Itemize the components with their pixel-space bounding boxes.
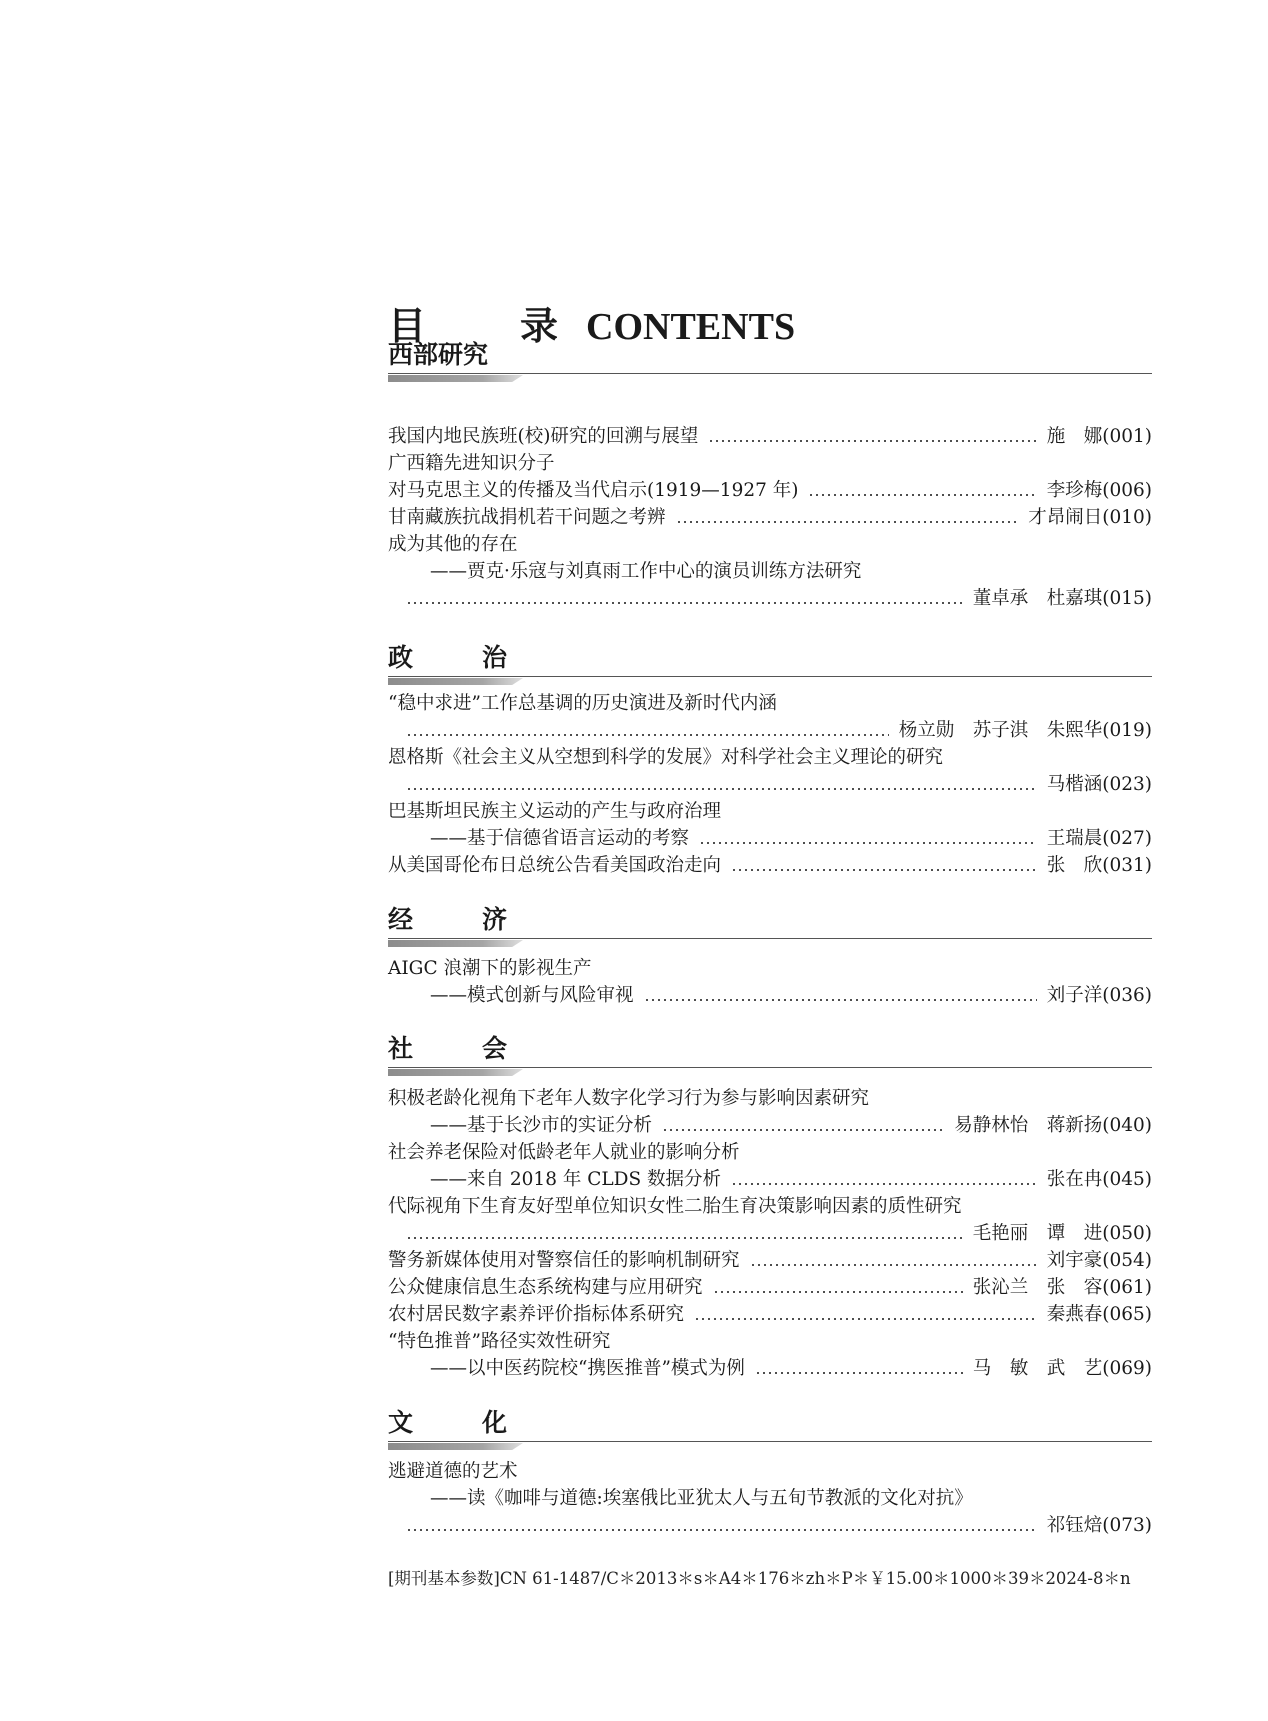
- toc-entry-title-line[interactable]: [388, 1085, 869, 1112]
- section-header-politics: [388, 643, 1152, 683]
- entry-subtitle: ——以中医药院校“携医推普”模式为例: [430, 1358, 745, 1379]
- toc-entry-title-line[interactable]: [388, 1139, 740, 1166]
- entry-title: 逃避道德的艺术: [388, 1461, 518, 1482]
- entry-author: 祁钰焙: [1046, 1515, 1103, 1536]
- journal-parameters: [期刊基本参数]CN 61-1487/C＊2013＊s＊A4＊176＊zh＊P＊￥15.00＊1000＊39＊2024-8＊n: [388, 1569, 1131, 1588]
- toc-entry-subtitle-line: [430, 1485, 1152, 1512]
- toc-entry-author-line[interactable]: [406, 1512, 1152, 1539]
- toc-entry[interactable]: [388, 1274, 1152, 1301]
- toc-entry-title-line[interactable]: [388, 955, 591, 982]
- entry-author: 张在冉: [1046, 1169, 1103, 1190]
- section-title: 社 会: [388, 1034, 530, 1063]
- section-header-culture: [388, 1408, 1152, 1448]
- entry-title: 巴基斯坦民族主义运动的产生与政府治理: [388, 801, 722, 822]
- entry-page: (045): [1102, 1169, 1152, 1190]
- toc-entry-title-line[interactable]: [388, 1193, 962, 1220]
- toc-heading-cn: 目 录: [388, 303, 587, 348]
- section-bar: [388, 1443, 523, 1450]
- toc-entry-author-line[interactable]: [406, 585, 1152, 612]
- entry-subtitle: ——贾克·乐寇与刘真雨工作中心的演员训练方法研究: [430, 561, 862, 582]
- entry-title: “特色推普”路径实效性研究: [388, 1331, 611, 1352]
- leader-dots: [406, 602, 963, 604]
- entry-page: (010): [1102, 507, 1152, 528]
- entry-page: (069): [1102, 1358, 1152, 1379]
- entry-title: 恩格斯《社会主义从空想到科学的发展》对科学社会主义理论的研究: [388, 747, 944, 768]
- toc-heading-en: CONTENTS: [586, 306, 796, 348]
- entry-title: 成为其他的存在: [388, 534, 518, 555]
- entry-page: (054): [1102, 1250, 1152, 1271]
- entry-page: (031): [1102, 855, 1152, 876]
- entry-page: (023): [1102, 774, 1152, 795]
- entry-subtitle: ——基于长沙市的实证分析: [430, 1115, 653, 1136]
- section-title: 经 济: [388, 905, 530, 934]
- leader-dots: [708, 440, 1036, 442]
- leader-dots: [662, 1129, 944, 1131]
- entry-subtitle: ——来自 2018 年 CLDS 数据分析: [430, 1169, 722, 1190]
- entry-title: 甘南藏族抗战捐机若干问题之考辨: [388, 507, 666, 528]
- entry-author: 施 娜: [1046, 426, 1103, 447]
- toc-entry-author-line[interactable]: [406, 771, 1152, 798]
- entry-author: 董卓承 杜嘉琪: [972, 588, 1103, 609]
- section-rule: [388, 676, 1152, 677]
- section-header-west: [388, 340, 1152, 380]
- entry-title: 公众健康信息生态系统构建与应用研究: [388, 1277, 703, 1298]
- entry-page: (050): [1102, 1223, 1152, 1244]
- entry-author: 刘宇豪: [1046, 1250, 1103, 1271]
- toc-entry[interactable]: [388, 1247, 1152, 1274]
- toc-entry-title-line[interactable]: [388, 1458, 518, 1485]
- entry-subtitle: ——读《咖啡与道德:埃塞俄比亚犹太人与五旬节教派的文化对抗》: [430, 1488, 973, 1509]
- entry-author: 马楷涵: [1046, 774, 1103, 795]
- leader-dots: [699, 842, 1037, 844]
- entry-title: 我国内地民族班(校)研究的回溯与展望: [388, 426, 699, 447]
- section-header-economy: [388, 905, 1152, 945]
- entry-page: (006): [1102, 480, 1152, 501]
- toc-entry[interactable]: [388, 504, 1152, 531]
- entry-page: (061): [1102, 1277, 1152, 1298]
- toc-entry-title-line[interactable]: [388, 531, 518, 558]
- entry-author: 马 敏 武 艺: [972, 1358, 1103, 1379]
- entry-page: (001): [1102, 426, 1152, 447]
- section-title: 政 治: [388, 643, 530, 672]
- entry-page: (019): [1102, 720, 1152, 741]
- toc-entry-title-line[interactable]: [388, 1328, 610, 1355]
- toc-entry-title-line[interactable]: [388, 798, 721, 825]
- toc-entry-subtitle-line: [430, 558, 1152, 585]
- entry-subtitle: ——基于信德省语言运动的考察: [430, 828, 690, 849]
- entry-author: 毛艳丽 谭 进: [972, 1223, 1103, 1244]
- leader-dots: [713, 1291, 963, 1293]
- entry-title: 广西籍先进知识分子: [388, 453, 555, 474]
- section-bar: [388, 940, 523, 947]
- toc-entry-subtitle-line[interactable]: [430, 1355, 1152, 1382]
- entry-author: 秦燕春: [1046, 1304, 1103, 1325]
- toc-entry-title-line[interactable]: [388, 744, 943, 771]
- toc-entry-title-line[interactable]: [388, 690, 777, 717]
- section-rule: [388, 1067, 1152, 1068]
- leader-dots: [406, 1529, 1037, 1531]
- entry-page: (065): [1102, 1304, 1152, 1325]
- entry-title: 社会养老保险对低龄老年人就业的影响分析: [388, 1142, 740, 1163]
- entry-title: 对马克思主义的传播及当代启示(1919—1927 年): [388, 480, 799, 501]
- leader-dots: [808, 494, 1036, 496]
- entry-title: 农村居民数字素养评价指标体系研究: [388, 1304, 685, 1325]
- entry-title: 从美国哥伦布日总统公告看美国政治走向: [388, 855, 722, 876]
- entry-title: “稳中求进”工作总基调的历史演进及新时代内涵: [388, 693, 777, 714]
- toc-entry-author-line[interactable]: [406, 717, 1152, 744]
- toc-entry-title-line[interactable]: [388, 450, 555, 477]
- entry-author: 李珍梅: [1046, 480, 1103, 501]
- section-bar: [388, 375, 523, 382]
- entry-page: (015): [1102, 588, 1152, 609]
- entry-author: 张 欣: [1046, 855, 1103, 876]
- section-title: 西部研究: [388, 340, 489, 369]
- entry-page: (027): [1102, 828, 1152, 849]
- section-bar: [388, 678, 523, 685]
- entry-author: 易静林怡 蒋新扬: [954, 1115, 1103, 1136]
- toc-entry-author-line[interactable]: [406, 1220, 1152, 1247]
- toc-entry[interactable]: [388, 852, 1152, 879]
- toc-entry-subtitle-line[interactable]: [430, 1166, 1152, 1193]
- entry-author: 杨立勋 苏子淇 朱熙华: [898, 720, 1103, 741]
- toc-entry[interactable]: [388, 1301, 1152, 1328]
- entry-author: 张沁兰 张 容: [972, 1277, 1103, 1298]
- leader-dots: [406, 788, 1037, 790]
- section-rule: [388, 938, 1152, 939]
- entry-title: 警务新媒体使用对警察信任的影响机制研究: [388, 1250, 740, 1271]
- section-rule: [388, 1441, 1152, 1442]
- section-header-society: [388, 1034, 1152, 1074]
- leader-dots: [731, 869, 1037, 871]
- entry-author: 才昂闹日: [1028, 507, 1103, 528]
- leader-dots: [694, 1318, 1037, 1320]
- entry-author: 王瑞晨: [1046, 828, 1103, 849]
- toc-entry-subtitle-line[interactable]: [430, 982, 1152, 1009]
- section-title: 文 化: [388, 1408, 530, 1437]
- leader-dots: [755, 1372, 963, 1374]
- leader-dots: [406, 734, 889, 736]
- leader-dots: [406, 1237, 963, 1239]
- toc-entry[interactable]: [388, 423, 1152, 450]
- entry-subtitle: ——模式创新与风险审视: [430, 985, 634, 1006]
- leader-dots: [731, 1183, 1037, 1185]
- entry-title: 积极老龄化视角下老年人数字化学习行为参与影响因素研究: [388, 1088, 870, 1109]
- leader-dots: [676, 521, 1019, 523]
- entry-title: 代际视角下生育友好型单位知识女性二胎生育决策影响因素的质性研究: [388, 1196, 962, 1217]
- entry-page: (036): [1102, 985, 1152, 1006]
- entry-page: (040): [1102, 1115, 1152, 1136]
- toc-entry-subtitle-line[interactable]: [430, 825, 1152, 852]
- section-rule: [388, 373, 1152, 374]
- entry-title: AIGC 浪潮下的影视生产: [388, 958, 592, 979]
- leader-dots: [644, 999, 1037, 1001]
- toc-entry[interactable]: [388, 477, 1152, 504]
- leader-dots: [750, 1264, 1037, 1266]
- entry-page: (073): [1102, 1515, 1152, 1536]
- toc-entry-subtitle-line[interactable]: [430, 1112, 1152, 1139]
- section-bar: [388, 1069, 523, 1076]
- entry-author: 刘子洋: [1046, 985, 1103, 1006]
